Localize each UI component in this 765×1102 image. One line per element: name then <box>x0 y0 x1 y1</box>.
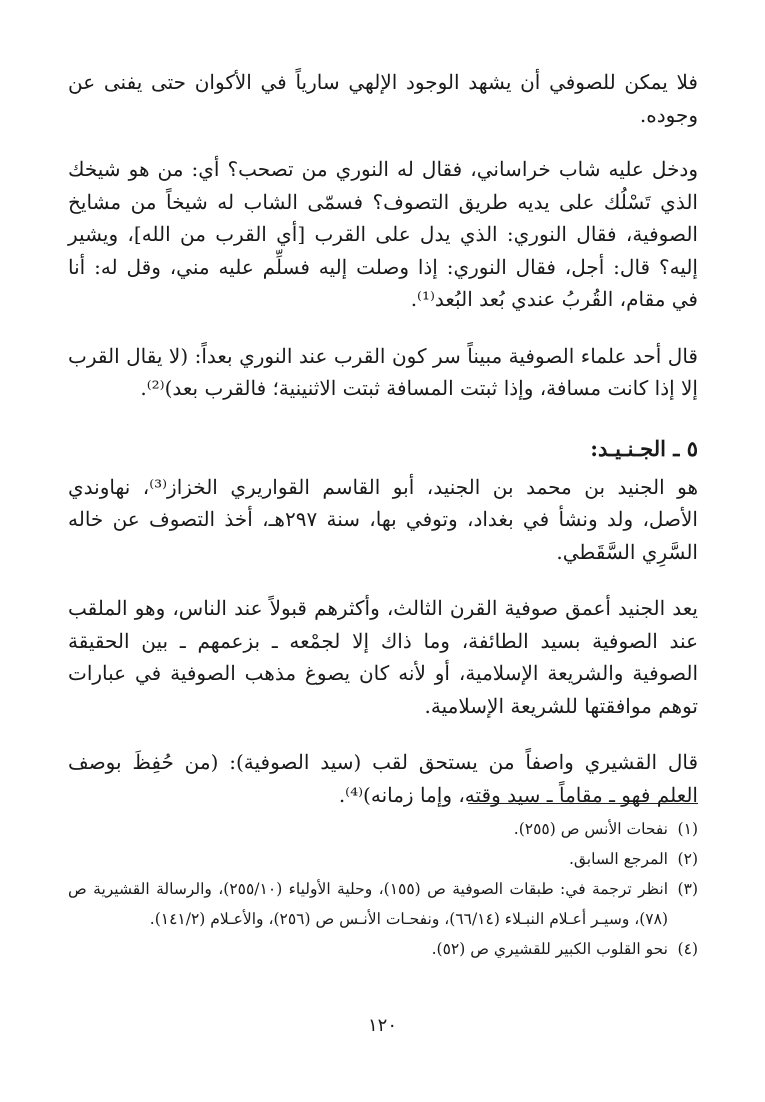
footnote-3 <box>68 874 698 934</box>
footnote-divider <box>468 803 698 804</box>
footnotes <box>68 814 698 964</box>
footnote-1 <box>68 814 698 844</box>
footnote-text: نحو القلوب الكبير للقشيري ص (٥٢). <box>431 940 668 958</box>
page-body <box>68 66 698 829</box>
footnote-text: نفحات الأنس ص (٢٥٥). <box>513 820 668 838</box>
footnote-4 <box>68 934 698 964</box>
footnote-number: (١) <box>677 820 698 838</box>
page-number: ١٢٠ <box>367 1015 397 1036</box>
footnote-2 <box>68 844 698 874</box>
footnote-text: انظر ترجمة في: طبقات الصوفية ص (١٥٥)، وحلية الأولياء (٢٥٥/١٠)، والرسالة القشيرية ص (٧٨)، وسيـر أعـلام النبـلاء (٦٦/١٤)، ونفحـات الأنـس ص (٢٥٦)، والأعـلام (١٤١/٢). <box>68 880 668 928</box>
footnote-number: (٤) <box>677 940 698 958</box>
paragraph-4: هو الجنيد بن محمد بن الجنيد، أبو القاسم القواريري الخزاز⁽³⁾، نهاوندي الأصل، ولد ونشأ في بغداد، وتوفي بها، سنة ٢٩٧هـ، أخذ التصوف عن خاله السَّرِي السَّقَطي. <box>68 474 698 564</box>
footnote-text: المرجع السابق. <box>568 850 668 868</box>
footnote-number: (٣) <box>677 880 698 898</box>
paragraph-1: فلا يمكن للصوفي أن يشهد الوجود الإلهي سارياً في الأكوان حتى يفنى عن وجوده. <box>68 70 698 127</box>
paragraph-5: يعد الجنيد أعمق صوفية القرن الثالث، وأكثرهم قبولاً عند الناس، وهو الملقب عند الصوفية بسيد الطائفة، وما ذاك إلا لجمْعه ـ بزعمهم ـ بين الحقيقة الصوفية والشريعة الإسلامية، أو لأنه كان يصوغ مذهب الصوفية في عبارات توهم موافقتها للشريعة الإسلامية. <box>68 596 698 718</box>
paragraph-6: قال القشيري واصفاً من يستحق لقب (سيد الصوفية): (من حُفِظَ بوصف العلم فهو ـ مقاماً ـ سيد وقته، وإما زمانه)⁽⁴⁾. <box>68 750 698 807</box>
section-heading: ٥ ـ الجـنـيـد: <box>590 435 698 461</box>
paragraph-2: ودخل عليه شاب خراساني، فقال له النوري من تصحب؟ أي: من هو شيخك الذي تَسْلُك على يديه طريق التصوف؟ فسمّى الشاب له شيخاً من مشايخ الصوفية، فقال النوري: الذي يدل على القرب [أي القرب من الله]، ويشير إليه؟ قال: أجل، فقال النوري: إذا وصلت إليه فسلِّم عليه مني، وقل له: أنا في مقام، القُربُ عندي بُعد البُعد⁽¹⁾. <box>68 157 698 311</box>
paragraph-3: قال أحد علماء الصوفية مبيناً سر كون القرب عند النوري بعداً: (لا يقال القرب إلا إذا كانت مسافة، وإذا ثبتت المسافة ثبتت الاثنينية؛ فالقرب بعد)⁽²⁾. <box>68 343 698 400</box>
footnote-number: (٢) <box>677 850 698 868</box>
